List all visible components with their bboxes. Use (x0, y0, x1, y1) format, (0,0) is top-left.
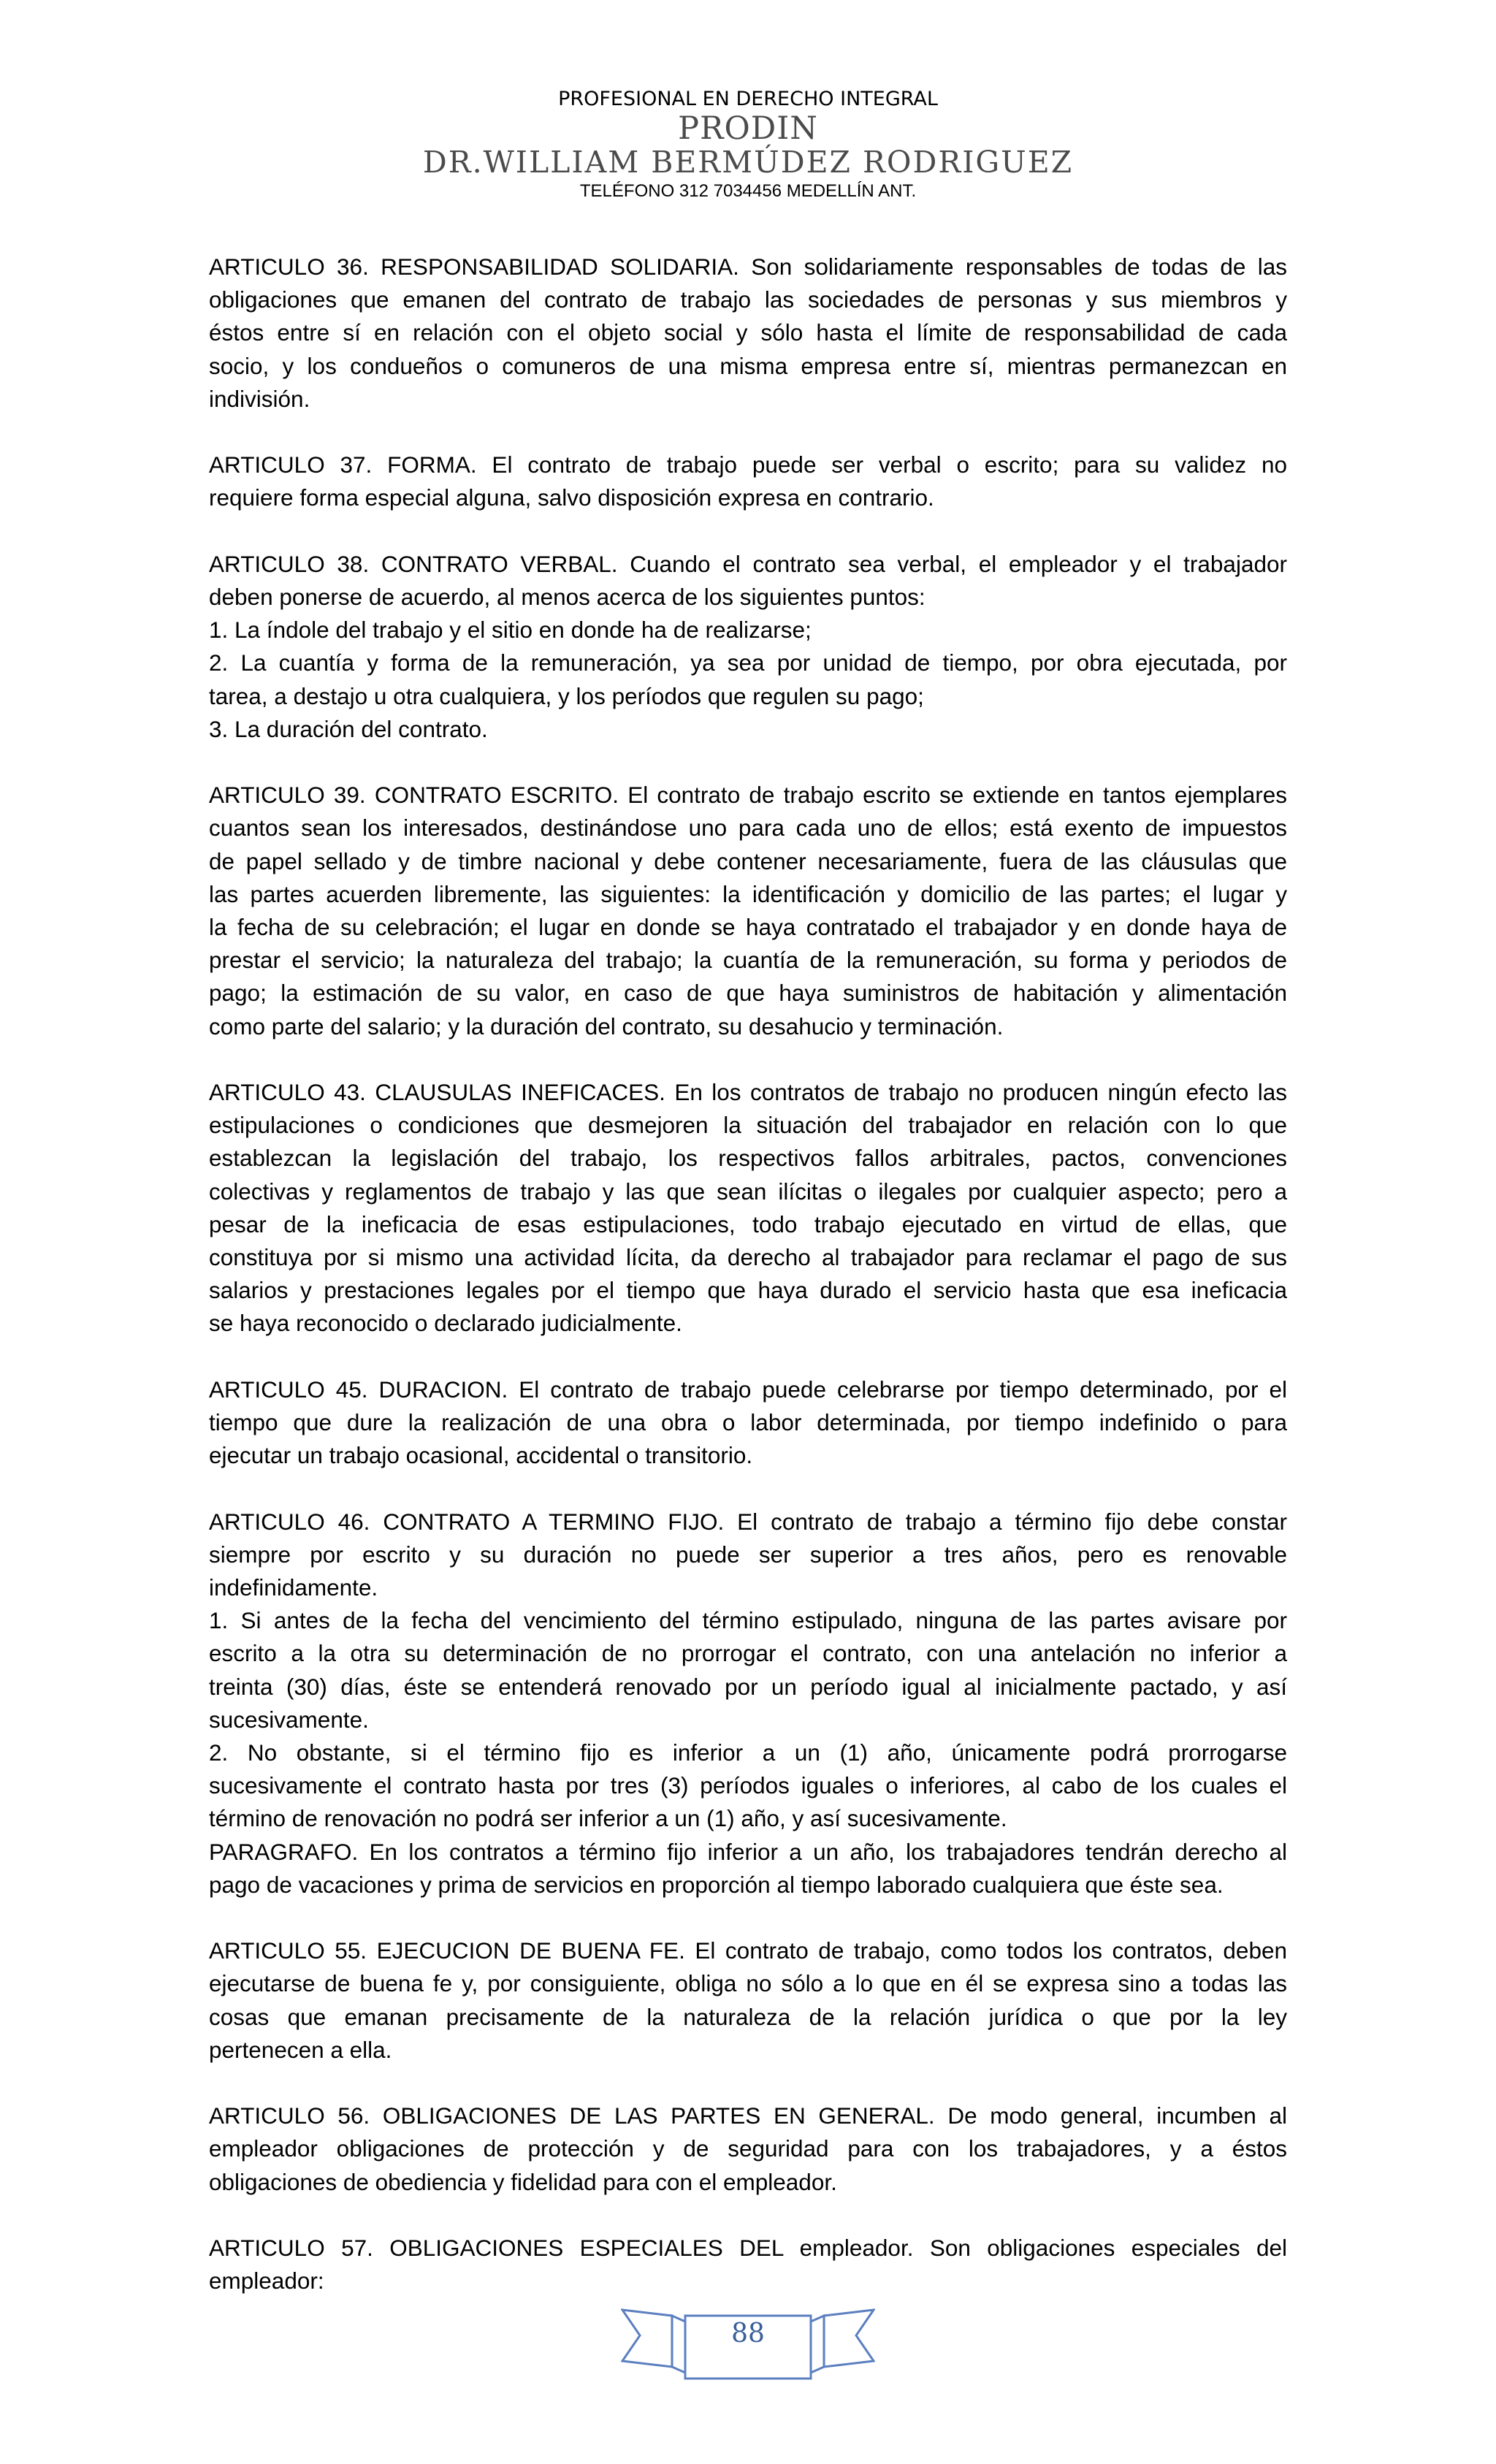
text-line: éstos entre sí en relación con el objeto social y sólo hasta el límite de responsabilidad de cada (209, 319, 1287, 346)
text-line: sucesivamente el contrato hasta por tres (3) períodos iguales o inferiores, al cabo de los cuales el (209, 1772, 1287, 1799)
text-line: como parte del salario; y la duración del contrato, su desahucio y terminación. (209, 1012, 1004, 1040)
article-paragraph (209, 779, 1287, 1043)
text-line: pesar de la ineficacia de esas estipulaciones, todo trabajo ejecutado en virtud de ellas, que (209, 1210, 1287, 1237)
text-line: prestar el servicio; la naturaleza del trabajo; la cuantía de la remuneración, su forma y periodos de (209, 947, 1287, 974)
text-line: la fecha de su celebración; el lugar en donde se haya contratado el trabajador y en donde haya de (209, 914, 1287, 941)
text-line: tiempo que dure la realización de una obra o labor determinada, por tiempo indefinido o para (209, 1409, 1287, 1436)
letterhead-name: DR.WILLIAM BERMÚDEZ RODRIGUEZ (422, 145, 1074, 180)
text-line: se haya reconocido o declarado judicialmente. (209, 1310, 682, 1337)
text-line: término de renovación no podrá ser inferior a un (1) año, y así sucesivamente. (209, 1805, 1007, 1832)
article-paragraph (209, 2099, 1287, 2199)
article-paragraph (209, 2232, 1287, 2297)
text-line: indefinidamente. (209, 1574, 378, 1601)
text-line: tarea, a destajo u otra cualquiera, y los períodos que regulen su pago; (209, 682, 924, 709)
text-line: PARAGRAFO. En los contratos a término fijo inferior a un año, los trabajadores tendrán derecho al (209, 1838, 1287, 1865)
article-paragraph (209, 1934, 1287, 2067)
text-line: ARTICULO 46. CONTRATO A TERMINO FIJO. El contrato de trabajo a término fijo debe constar (209, 1508, 1287, 1535)
article-paragraph (209, 1076, 1287, 1340)
text-line: empleador obligaciones de protección y de seguridad para con los trabajadores, y a éstos (209, 2135, 1287, 2162)
document-body (209, 251, 1287, 2331)
text-line: obligaciones que emanen del contrato de trabajo las sociedades de personas y sus miembros y (209, 286, 1287, 313)
text-line: estipulaciones o condiciones que desmejoren la situación del trabajador en relación con lo que (209, 1112, 1287, 1139)
letterhead-profession: PROFESIONAL EN DERECHO INTEGRAL (558, 88, 938, 110)
text-line: ARTICULO 57. OBLIGACIONES ESPECIALES DEL empleador. Son obligaciones especiales del (209, 2235, 1287, 2262)
text-line: las partes acuerden libremente, las siguientes: la identificación y domicilio de las partes; el lugar y (209, 880, 1287, 907)
text-line: 2. No obstante, si el término fijo es inferior a un (1) año, únicamente podrá prorrogarse (209, 1739, 1287, 1766)
text-line: 1. La índole del trabajo y el sitio en donde ha de realizarse; (209, 617, 812, 644)
text-line: obligaciones de obediencia y fidelidad para con el empleador. (209, 2168, 837, 2195)
letterhead-firm: PRODIN (678, 110, 818, 147)
text-line: deben ponerse de acuerdo, al menos acerca de los siguientes puntos: (209, 584, 926, 610)
text-line: ARTICULO 56. OBLIGACIONES DE LAS PARTES EN GENERAL. De modo general, incumben al (209, 2102, 1287, 2129)
letterhead (0, 86, 1496, 203)
text-line: ARTICULO 55. EJECUCION DE BUENA FE. El contrato de trabajo, como todos los contratos, deben (209, 1937, 1287, 1964)
text-line: de papel sellado y de timbre nacional y debe contener necesariamente, fuera de las cláusulas que (209, 847, 1287, 874)
letterhead-phone: TELÉFONO 312 7034456 MEDELLÍN ANT. (579, 181, 917, 201)
page-number: 88 (731, 2319, 765, 2349)
text-line: 3. La duración del contrato. (209, 715, 488, 742)
text-line: ejecutar un trabajo ocasional, accidental o transitorio. (209, 1442, 753, 1469)
text-line: 1. Si antes de la fecha del vencimiento del término estipulado, ninguna de las partes avisare por (209, 1607, 1287, 1634)
text-line: indivisión. (209, 385, 310, 412)
article-paragraph (209, 1604, 1287, 1736)
text-line: treinta (30) días, éste se entenderá renovado por un período igual al inicialmente pactado, y así (209, 1673, 1287, 1700)
text-line: 2. La cuantía y forma de la remuneración, ya sea por unidad de tiempo, por obra ejecutada, por (209, 649, 1287, 676)
text-line: empleador: (209, 2267, 324, 2295)
page-footer (621, 2300, 875, 2387)
text-line: ARTICULO 38. CONTRATO VERBAL. Cuando el contrato sea verbal, el empleador y el trabajador (209, 550, 1287, 577)
article-paragraph (209, 1506, 1287, 1605)
text-line: establezcan la legislación del trabajo, los respectivos fallos arbitrales, pactos, convenciones (209, 1145, 1287, 1172)
text-line: ejecutarse de buena fe y, por consiguiente, obliga no sólo a lo que en él se expresa sino a todas las (209, 1970, 1287, 1997)
text-line: ARTICULO 43. CLAUSULAS INEFICACES. En los contratos de trabajo no producen ningún efecto las (209, 1079, 1287, 1106)
text-line: cuantos sean los interesados, destinándose uno para cada uno de ellos; está exento de impuestos (209, 815, 1287, 842)
article-paragraph (209, 1373, 1287, 1473)
text-line: socio, y los condueños o comuneros de una misma empresa entre sí, mientras permanezcan en (209, 352, 1287, 379)
article-paragraph (209, 1836, 1287, 1902)
text-line: pertenecen a ella. (209, 2036, 392, 2063)
text-line: escrito a la otra su determinación de no prorrogar el contrato, con una antelación no inferior a (209, 1640, 1287, 1667)
text-line: pago de vacaciones y prima de servicios en proporción al tiempo laborado cualquiera que éste sea. (209, 1871, 1224, 1898)
text-line: colectivas y reglamentos de trabajo y las que sean ilícitas o ilegales por cualquier aspecto; pero a (209, 1178, 1287, 1205)
article-paragraph (209, 548, 1287, 746)
article-paragraph (209, 251, 1287, 416)
text-line: ARTICULO 45. DURACION. El contrato de trabajo puede celebrarse por tiempo determinado, por el (209, 1376, 1287, 1403)
text-line: pago; la estimación de su valor, en caso de que haya suministros de habitación y alimentación (209, 980, 1287, 1007)
text-line: siempre por escrito y su duración no puede ser superior a tres años, pero es renovable (209, 1541, 1287, 1568)
article-paragraph (209, 449, 1287, 514)
article-paragraph (209, 1736, 1287, 1836)
text-line: ARTICULO 36. RESPONSABILIDAD SOLIDARIA. Son solidariamente responsables de todas de las (209, 253, 1287, 280)
text-line: ARTICULO 39. CONTRATO ESCRITO. El contrato de trabajo escrito se extiende en tantos ejemplares (209, 782, 1287, 809)
text-line: cosas que emanan precisamente de la naturaleza de la relación jurídica o que por la ley (209, 2003, 1287, 2030)
text-line: requiere forma especial alguna, salvo disposición expresa en contrario. (209, 484, 934, 511)
text-line: constituya por si mismo una actividad lícita, da derecho al trabajador para reclamar el pago de sus (209, 1244, 1287, 1271)
text-line: sucesivamente. (209, 1706, 369, 1733)
text-line: ARTICULO 37. FORMA. El contrato de trabajo puede ser verbal o escrito; para su validez no (209, 451, 1287, 478)
text-line: salarios y prestaciones legales por el tiempo que haya durado el servicio hasta que esa ineficacia (209, 1277, 1287, 1304)
